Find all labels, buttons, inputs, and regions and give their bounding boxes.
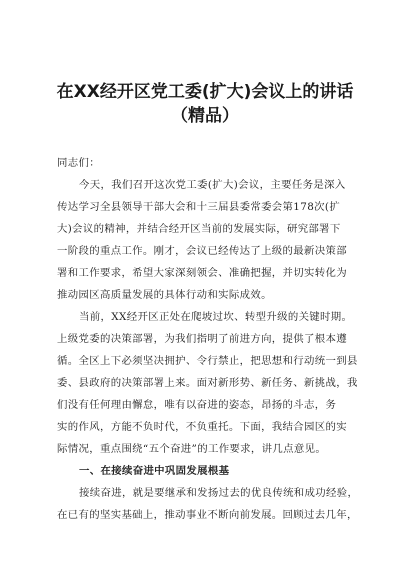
body-text-line: 在已有的坚实基础上，推动事业不断向前发展。回顾过去几年，	[57, 509, 358, 521]
body-text-line: 传达学习全县领导干部大会和十三届县委常委会第178次(扩	[57, 201, 341, 213]
body-text-line: 接续奋进，就是要继承和发扬过去的优良传统和成功经验，	[79, 487, 359, 499]
body-text-line: 实的作风，方能不负时代，不负重托。下面，我结合园区的实	[57, 421, 347, 433]
document-title	[0, 80, 410, 128]
title-line-1: 在XX经开区党工委(扩大)会议上的讲话	[56, 82, 354, 102]
section-heading: 一、在接续奋进中巩固发展根基	[79, 465, 230, 477]
body-text-line: 当前，XX经开区正处在爬坡过坎、转型升级的关键时期。	[79, 311, 353, 323]
body-text-line: 今天，我们召开这次党工委(扩大)会议，主要任务是深入	[79, 179, 346, 191]
body-text-line: 循。全区上下必须坚决拥护、令行禁止，把思想和行动统一到县	[57, 355, 358, 367]
body-text-line: 际情况，重点围绕“五个奋进”的工作要求，讲几点意见。	[57, 443, 327, 455]
body-text-line: 们没有任何理由懈怠，唯有以奋进的姿态，昂扬的斗志，务	[57, 399, 337, 411]
body-text-line: 推动园区高质量发展的具体行动和实际成效。	[57, 289, 272, 301]
body-text-line: 上级党委的决策部署，为我们指明了前进方向，提供了根本遵	[57, 333, 347, 345]
title-line-2: （精品）	[171, 106, 239, 126]
body-text-line: 一阶段的重点工作。刚才，会议已经传达了上级的最新决策部	[57, 245, 347, 257]
body-text-line: 署和工作要求，希望大家深刻领会、准确把握，并切实转化为	[57, 267, 347, 279]
body-text-line: 委、县政府的决策部署上来。面对新形势、新任务、新挑战，我	[57, 377, 358, 389]
body-text-line: 大)会议的精神，并结合经开区当前的发展实际，研究部署下	[57, 223, 341, 235]
document-body	[57, 152, 363, 526]
salutation: 同志们：	[57, 157, 100, 169]
